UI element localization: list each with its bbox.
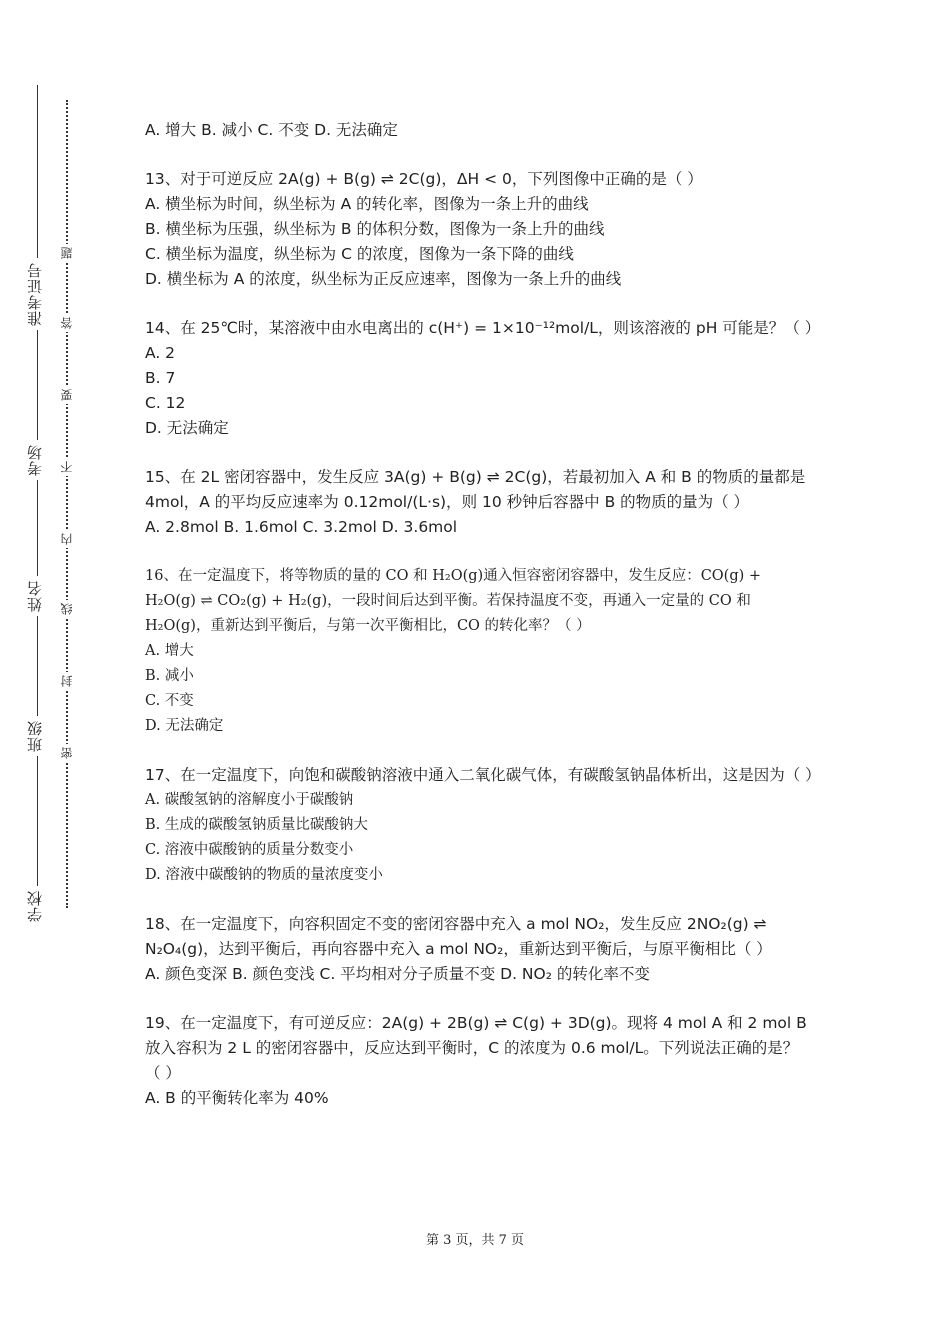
option-d: D. 横坐标为 A 的浓度，纵坐标为正反应速率，图像为一条上升的曲线 xyxy=(145,270,622,288)
seal-char: 题 xyxy=(58,244,76,262)
option-d: D. 无法确定 xyxy=(145,419,229,437)
seal-char: 不 xyxy=(58,458,76,476)
seal-char: 内 xyxy=(58,530,76,548)
seal-char: 答 xyxy=(58,314,76,332)
margin-label-class: 班级 xyxy=(24,716,52,756)
option-a: A. 增大 xyxy=(145,643,194,659)
options-row: A. 2.8mol B. 1.6mol C. 3.2mol D. 3.6mol xyxy=(145,518,458,536)
option-a: A. 横坐标为时间，纵坐标为 A 的转化率，图像为一条上升的曲线 xyxy=(145,195,589,213)
question-13 xyxy=(145,167,813,292)
question-stem: 15、在 2L 密闭容器中，发生反应 3A(g) + B(g) ⇌ 2C(g)，若最初加入 A 和 B 的物质的量都是 4mol，A 的平均反应速率为 0.12mol/(L·s)，则 10 秒钟后容器中 B 的物质的量为（ ） xyxy=(145,468,806,511)
question-12-options xyxy=(145,118,813,143)
option-a: A. B 的平衡转化率为 40% xyxy=(145,1089,329,1107)
question-19 xyxy=(145,1011,813,1111)
margin-label-school: 学校 xyxy=(24,886,52,926)
seal-char: 要 xyxy=(58,386,76,404)
question-stem: 14、在 25℃时，某溶液中由水电离出的 c(H⁺) = 1×10⁻¹²mol/L，则该溶液的 pH 可能是？（ ） xyxy=(145,319,821,337)
seal-char: 密 xyxy=(58,744,76,762)
seal-dotted-line xyxy=(66,100,68,908)
margin-label-exam-room: 考场 xyxy=(24,440,52,480)
seal-char: 线 xyxy=(58,600,76,618)
option-b: B. 生成的碳酸氢钠质量比碳酸钠大 xyxy=(145,817,368,833)
option-b: B. 横坐标为压强，纵坐标为 B 的体积分数，图像为一条上升的曲线 xyxy=(145,220,605,238)
option-b: B. 减小 xyxy=(145,668,194,684)
option-a: A. 2 xyxy=(145,344,176,362)
option-c: C. 12 xyxy=(145,394,186,412)
margin-label-name: 姓名 xyxy=(24,576,52,616)
question-list xyxy=(145,118,821,1135)
question-16 xyxy=(145,564,813,739)
seal-char: 封 xyxy=(58,672,76,690)
question-15 xyxy=(145,465,813,540)
option-c: C. 不变 xyxy=(145,693,194,709)
page-footer: 第 3 页，共 7 页 xyxy=(425,1233,525,1248)
question-17 xyxy=(145,763,821,888)
question-stem: 16、在一定温度下，将等物质的量的 CO 和 H₂O(g)通入恒容密闭容器中，发生反应：CO(g) + H₂O(g) ⇌ CO₂(g) + H₂(g)，一段时间后达到平衡。若保持温度不变，再通入一定量的 CO 和 H₂O(g)，重新达到平衡后，与第一次平衡相比，CO 的转化率？（ ） xyxy=(145,568,762,634)
question-stem: 13、对于可逆反应 2A(g) + B(g) ⇌ 2C(g)，ΔH < 0，下列图像中正确的是（ ） xyxy=(145,170,703,188)
option-a: A. 碳酸氢钠的溶解度小于碳酸钠 xyxy=(145,792,354,808)
options-row: A. 颜色变深 B. 颜色变浅 C. 平均相对分子质量不变 D. NO₂ 的转化率不变 xyxy=(145,965,650,983)
option-c: C. 溶液中碳酸钠的质量分数变小 xyxy=(145,842,354,858)
question-18 xyxy=(145,912,813,987)
option-c: C. 横坐标为温度，纵坐标为 C 的浓度，图像为一条下降的曲线 xyxy=(145,245,574,263)
question-14 xyxy=(145,316,821,441)
option-d: D. 溶液中碳酸钠的物质的量浓度变小 xyxy=(145,867,383,883)
question-stem: 18、在一定温度下，向容积固定不变的密闭容器中充入 a mol NO₂，发生反应 2NO₂(g) ⇌ N₂O₄(g)，达到平衡后，再向容器中充入 a mol NO₂，重新达到平衡后，与原平衡相比（ ） xyxy=(145,915,772,958)
binding-line xyxy=(37,85,38,905)
question-stem: 17、在一定温度下，向饱和碳酸钠溶液中通入二氧化碳气体，有碳酸氢钠晶体析出，这是因为（ ） xyxy=(145,766,821,784)
option-d: D. 无法确定 xyxy=(145,718,224,734)
question-stem: 19、在一定温度下，有可逆反应：2A(g) + 2B(g) ⇌ C(g) + 3D(g)。现将 4 mol A 和 2 mol B 放入容积为 2 L 的密闭容器中，反应达到平衡时，C 的浓度为 0.6 mol/L。下列说法正确的是？（ ） xyxy=(145,1014,807,1082)
margin-label-exam-id: 准考证号 xyxy=(24,258,52,330)
option-b: B. 7 xyxy=(145,369,176,387)
question-line: A. 增大 B. 减小 C. 不变 D. 无法确定 xyxy=(145,121,398,139)
